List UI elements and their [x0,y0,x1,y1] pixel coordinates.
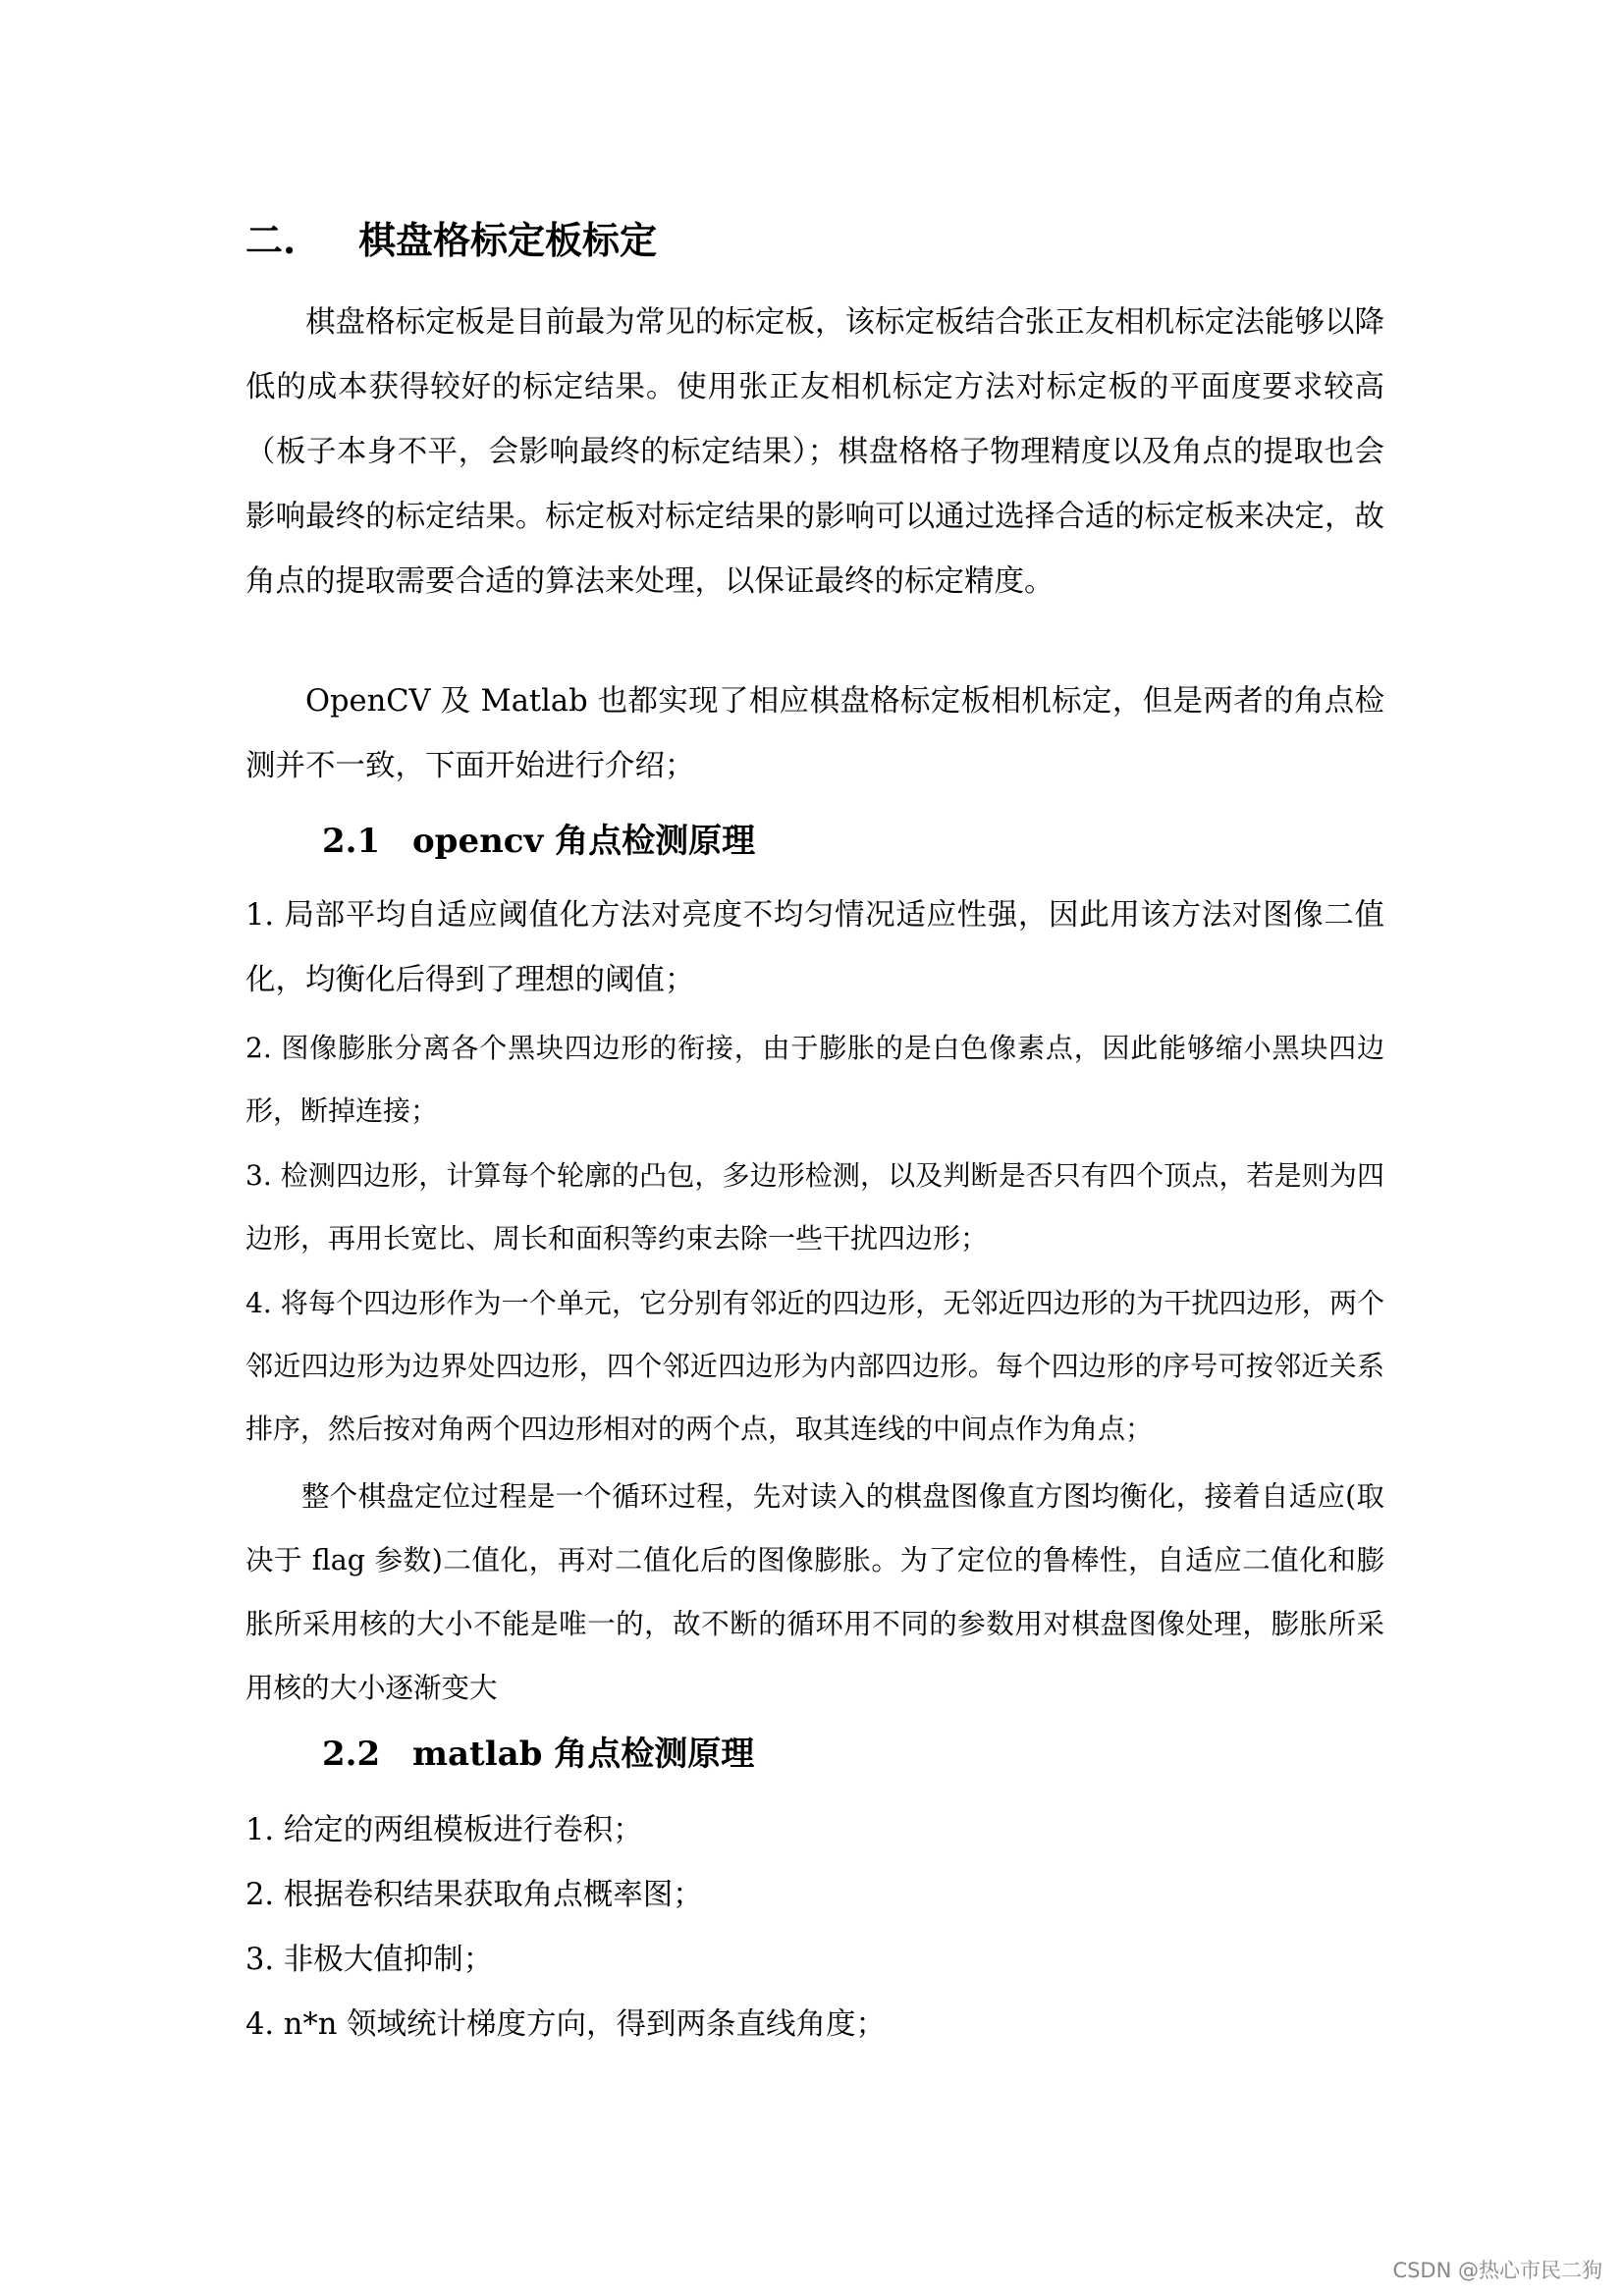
matlab-step-3: 3. 非极大值抑制； [245,1943,494,1977]
subsection-number: 2.1 [322,822,381,861]
opencv-step-4: 4. 将每个四边形作为一个单元，它分别有邻近的四边形，无邻近四边形的为干扰四边形，两个邻近四边形为边界处四边形，四个邻近四边形为内部四边形。每个四边形的序号可按邻近关系排序，然后按对角两个四边形相对的两个点，取其连线的中间点作为角点； [245,1287,1384,1445]
subsection-heading-matlab [322,1730,754,1779]
csdn-watermark: CSDN @热心市民二狗 [1392,2259,1602,2282]
matlab-step-1: 1. 给定的两组模板进行卷积； [245,1813,643,1847]
opencv-step-2: 2. 图像膨胀分离各个黑块四边形的衔接，由于膨胀的是白色像素点，因此能够缩小黑块四边形，断掉连接； [245,1032,1384,1127]
opencv-summary-paragraph: 整个棋盘定位过程是一个循环过程，先对读入的棋盘图像直方图均衡化，接着自适应(取决于 flag 参数)二值化，再对二值化后的图像膨胀。为了定位的鲁棒性，自适应二值化和膨胀所采用核的大小不能是唯一的，故不断的循环用不同的参数用对棋盘图像处理，膨胀所采用核的大小逐渐变大 [245,1480,1384,1704]
opencv-step-3: 3. 检测四边形，计算每个轮廓的凸包，多边形检测，以及判断是否只有四个顶点，若是则为四边形，再用长宽比、周长和面积等约束去除一些干扰四边形； [245,1159,1384,1255]
intro-paragraph-1: 棋盘格标定板是目前最为常见的标定板，该标定板结合张正友相机标定法能够以降低的成本获得较好的标定结果。使用张正友相机标定方法对标定板的平面度要求较高（板子本身不平，会影响最终的标定结果）；棋盘格格子物理精度以及角点的提取也会影响最终的标定结果。标定板对标定结果的影响可以通过选择合适的标定板来决定，故角点的提取需要合适的算法来处理，以保证最终的标定精度。 [245,305,1384,599]
subsection-number: 2.2 [322,1735,381,1774]
subsection-heading-opencv [322,817,755,866]
subsection-title: matlab 角点检测原理 [412,1735,755,1774]
opencv-step-1: 1. 局部平均自适应阈值化方法对亮度不均匀情况适应性强，因此用该方法对图像二值化，均衡化后得到了理想的阈值； [245,898,1384,997]
subsection-title: opencv 角点检测原理 [412,822,756,861]
matlab-step-4: 4. n*n 领域统计梯度方向，得到两条直线角度； [245,2007,887,2042]
intro-paragraph-2: OpenCV 及 Matlab 也都实现了相应棋盘格标定板相机标定，但是两者的角点检测并不一致，下面开始进行介绍； [245,684,1384,783]
section-number: 二. [245,218,297,262]
section-title: 棋盘格标定板标定 [358,218,658,262]
section-heading [245,214,657,267]
matlab-step-2: 2. 根据卷积结果获取角点概率图； [245,1878,703,1912]
